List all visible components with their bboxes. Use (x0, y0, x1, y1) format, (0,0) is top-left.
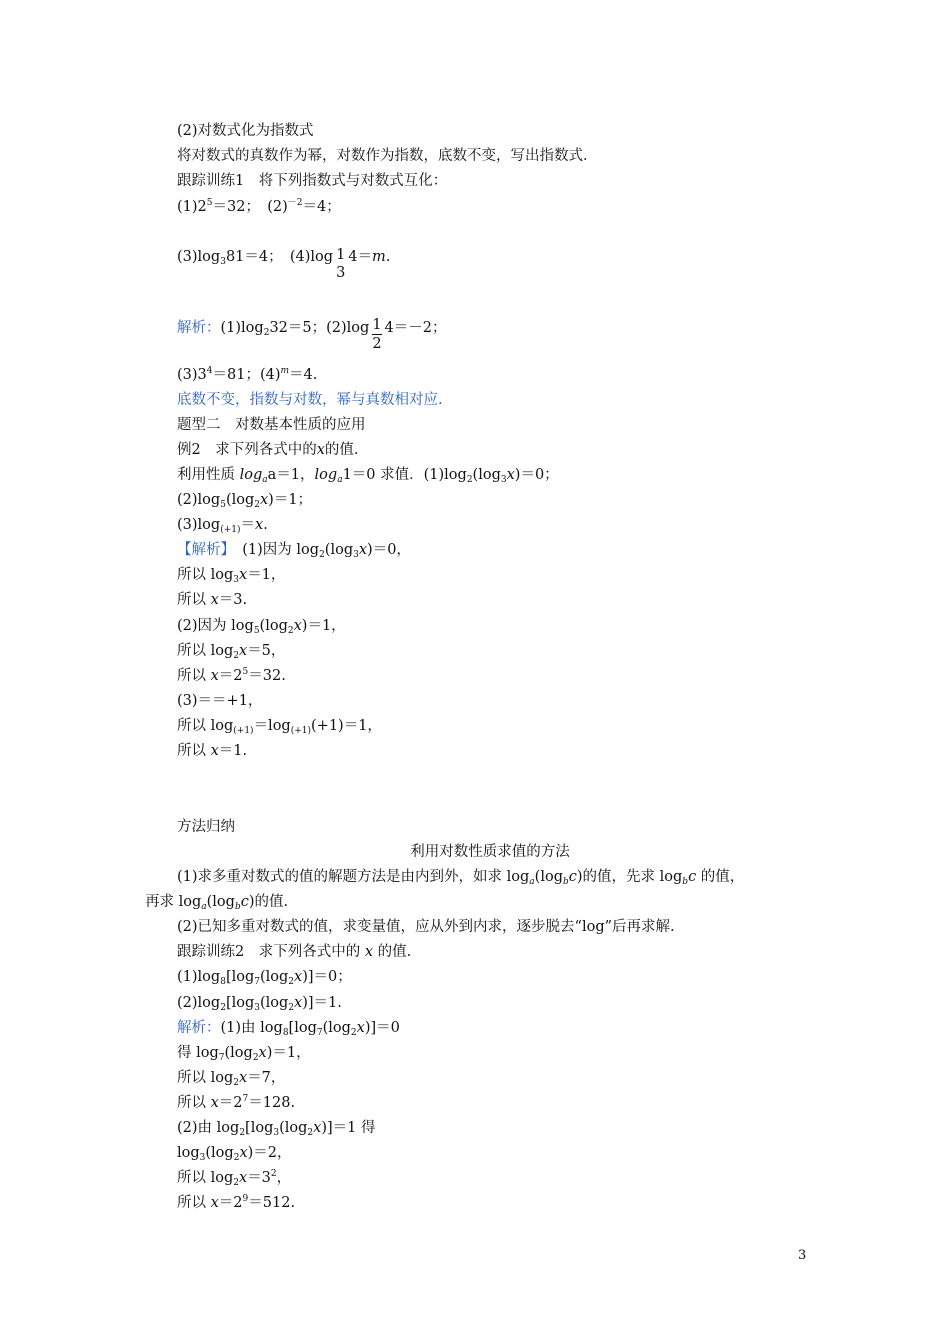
text-span: (1)log (177, 969, 221, 985)
text-span: 利用性质 (177, 467, 235, 483)
math-variable: a (529, 877, 535, 887)
text-span: 的值. (324, 442, 359, 458)
text-span: )的值. (248, 894, 289, 910)
subscript: 2 (350, 1028, 357, 1038)
text-span: (log (224, 1045, 253, 1061)
subscript: (+1) (290, 726, 312, 736)
text-span: ＝512. (248, 1195, 296, 1211)
text-span: (log (279, 1120, 308, 1136)
math-variable: x (293, 618, 302, 634)
text-span: )＝1， (266, 1045, 311, 1061)
solution-line (177, 565, 285, 585)
subscript: 3 (273, 1128, 280, 1138)
answer-line (177, 1043, 311, 1063)
math-variable: log (239, 467, 263, 483)
text-span: (2)log (177, 995, 221, 1011)
subscript: 2 (239, 1128, 246, 1138)
solution-line (177, 716, 382, 736)
math-variable: x (239, 1170, 248, 1186)
subscript: 7 (254, 977, 260, 987)
math-variable: x (294, 969, 303, 985)
text-span: 3 (336, 265, 346, 281)
section-heading (177, 121, 314, 141)
text-span: 例2 求下列各式中的 (177, 442, 317, 458)
text-span: 得 log (177, 1045, 219, 1061)
text-span: ＝81；(4) (212, 367, 281, 383)
text-span: )的值，先求 log (576, 869, 683, 885)
text-span: ＝32. (248, 668, 286, 684)
answer-line (177, 1193, 295, 1213)
subscript: 5 (253, 626, 260, 636)
text-span: ＝4. (289, 367, 318, 383)
text-span: (2)log (177, 492, 221, 508)
text-span: 的值， (700, 869, 745, 885)
subscript: 2 (466, 475, 473, 485)
text-span: )＝0， (367, 542, 411, 558)
text-span: )＝1， (301, 618, 346, 634)
text-span: (log (322, 1020, 351, 1036)
method-title (145, 842, 835, 862)
text-span: (log (205, 1145, 234, 1161)
formula-line (177, 246, 390, 282)
text-span: )]＝1. (302, 995, 342, 1011)
solution-line (177, 590, 247, 610)
math-variable: x (210, 1095, 219, 1111)
text-span: 所以 log (177, 1170, 234, 1186)
text-span: (log (534, 869, 563, 885)
text-span: )]＝0 (364, 1020, 400, 1036)
text-span: (2)由 log (177, 1120, 240, 1136)
formula-line (177, 515, 268, 535)
text-span: )＝0； (514, 467, 559, 483)
text-span: ＝1， (247, 567, 286, 583)
text-span: 所以 (177, 1095, 206, 1111)
subscript: 8 (282, 1028, 289, 1038)
subscript: 2 (233, 1178, 239, 1188)
method-text (177, 917, 675, 937)
text-span: (2)对数式化为指数式 (177, 123, 314, 139)
math-variable: a (262, 475, 268, 485)
math-variable: x (358, 542, 368, 558)
subscript: 8 (220, 977, 226, 987)
math-variable: b (562, 877, 569, 887)
text-span: (log (206, 894, 235, 910)
fraction (372, 316, 381, 353)
formula-line (177, 490, 312, 510)
subscript: (+1) (233, 726, 254, 736)
text-span: [log (288, 1020, 317, 1036)
text-span: (1)求多重对数式的值的解题方法是由内到外，如求 log (177, 869, 530, 885)
example-title (177, 440, 359, 460)
text-span: (1)由 log (220, 1020, 283, 1036)
math-variable: c (568, 869, 577, 885)
fraction (336, 246, 345, 282)
formula-line (177, 197, 341, 217)
text-span: 32＝5；(2)log (269, 320, 370, 336)
superscript: 4 (206, 366, 213, 376)
text-span: . (385, 249, 391, 265)
answer-line (177, 1093, 295, 1113)
text-span: a (267, 467, 277, 483)
math-variable: m (372, 249, 386, 265)
math-variable: m (280, 366, 290, 376)
math-variable: x (313, 1120, 322, 1136)
answer-label: 解析： (177, 1020, 221, 1036)
subscript: 2 (233, 1078, 239, 1088)
text-span: ＝3. (218, 592, 248, 608)
formula-line (177, 465, 559, 485)
subscript: 7 (218, 1053, 225, 1063)
text-span: (log (225, 492, 255, 508)
math-variable: x (239, 1070, 248, 1086)
text-span: (3)3 (177, 367, 207, 383)
text-span: ＝7， (247, 1070, 286, 1086)
solution-line (177, 691, 262, 711)
answer-line (177, 1143, 292, 1163)
text-span: 跟踪训练2 求下列各式中的 (177, 944, 361, 960)
text-span: (2)因为 log (177, 618, 254, 634)
superscript: 9 (242, 1194, 249, 1204)
superscript: 5 (206, 198, 213, 208)
superscript (281, 366, 290, 376)
text-span: )＝2， (247, 1145, 292, 1161)
text-span: 4＝－2； (384, 320, 447, 336)
subscript: 2 (287, 626, 294, 636)
math-variable: c (688, 869, 697, 885)
subscript: (+1) (220, 525, 241, 535)
text-span: (2)已知多重对数式的值，求变量值，应从外到内求，逐步脱去“log”后再求解. (177, 919, 675, 935)
text-span: 所以 log (177, 567, 234, 583)
math-variable: x (210, 1195, 219, 1211)
text-span: 1 (336, 247, 346, 263)
exercise-title (177, 942, 411, 962)
text-span: 底数不变，指数与对数，幂与真数相对应. (177, 392, 443, 408)
subscript: 2 (233, 651, 239, 661)
math-variable: b (682, 877, 689, 887)
text-span: )]＝0； (302, 969, 352, 985)
math-variable: x (210, 668, 219, 684)
text-span: (1)2 (177, 199, 207, 215)
method-text (145, 892, 288, 912)
subscript: 2 (288, 1003, 295, 1013)
text-span: 81＝4； (4)log (225, 249, 334, 265)
solution-line (177, 641, 285, 661)
answer-line (177, 1068, 285, 1088)
text-span: (3)＝＝+1， (177, 693, 263, 709)
math-variable: x (210, 743, 219, 759)
text-span: 所以 log (177, 1070, 234, 1086)
text-span: (log (259, 618, 288, 634)
text-span: 跟踪训练1 将下列指数式与对数式互化： (177, 173, 448, 189)
text-span: (log (259, 969, 289, 985)
math-variable: b (234, 902, 241, 912)
formula-line (177, 967, 352, 987)
math-variable: c (240, 894, 249, 910)
subscript: 2 (319, 550, 325, 560)
text-span: 所以 log (177, 718, 234, 734)
superscript: 7 (242, 1094, 249, 1104)
text-line (177, 146, 598, 166)
answer-line (177, 1118, 375, 1138)
math-variable: x (255, 517, 264, 533)
subscript: 3 (500, 475, 507, 485)
text-span: 所以 (177, 743, 206, 759)
math-variable: x (364, 944, 374, 960)
text-span: 所以 (177, 668, 206, 684)
text-span: (+1)＝1， (311, 718, 382, 734)
text-span: 再求 log (145, 894, 202, 910)
text-span: ＝2 (218, 1095, 243, 1111)
text-span: 题型二 对数基本性质的应用 (177, 417, 366, 433)
text-span: [log (225, 995, 255, 1011)
method-heading (177, 817, 235, 837)
text-span: (log (324, 542, 354, 558)
subscript: 5 (220, 500, 226, 510)
math-variable: x (294, 995, 303, 1011)
text-span: 所以 (177, 592, 206, 608)
text-span: ＝4； (302, 199, 341, 215)
subscript: 2 (288, 977, 295, 987)
exercise-title (177, 171, 447, 191)
math-variable: x (210, 592, 219, 608)
math-variable: a (337, 475, 343, 485)
subscript: 3 (353, 550, 359, 560)
math-variable: x (506, 467, 515, 483)
text-span: 4＝ (348, 249, 373, 265)
text-span: 的值. (377, 944, 412, 960)
subscript: 3 (199, 1153, 206, 1163)
text-span: ＝2 (218, 668, 243, 684)
text-span: ＝log (253, 718, 291, 734)
page-number: 3 (798, 1248, 807, 1263)
text-span: 所以 (177, 1195, 206, 1211)
subscript: 2 (252, 1053, 259, 1063)
math-variable: x (259, 492, 269, 508)
math-variable: a (201, 902, 207, 912)
solution-label: 【解析】 (177, 542, 228, 558)
subscript: 3 (254, 1003, 260, 1013)
text-span: log (177, 1145, 200, 1161)
text-span: )]＝1 得 (321, 1120, 376, 1136)
text-span: ＝3 (247, 1170, 271, 1186)
text-span: (log (472, 467, 501, 483)
superscript: 5 (242, 667, 249, 677)
math-variable: x (239, 567, 248, 583)
math-variable: log (314, 467, 338, 483)
subscript: 3 (233, 575, 239, 585)
text-span: (1)因为 log (227, 542, 320, 558)
math-variable: x (356, 1020, 365, 1036)
text-span: ＝1. (218, 743, 248, 759)
subscript: 2 (307, 1128, 314, 1138)
text-span: (1)log (220, 320, 264, 336)
answer-line (177, 1018, 400, 1038)
text-span: (3)log (177, 249, 221, 265)
text-span: 2 (372, 336, 382, 352)
math-variable: x (258, 1045, 267, 1061)
superscript: 2 (270, 1169, 277, 1179)
text-span: (log (259, 995, 289, 1011)
text-span: ＝ (240, 517, 255, 533)
answer-line (177, 365, 317, 385)
solution-line (177, 616, 346, 636)
math-variable: x (239, 643, 248, 659)
subscript: 2 (233, 1153, 240, 1163)
text-span: 所以 log (177, 643, 234, 659)
text-span: 1＝0 求值．(1)log (342, 467, 467, 483)
answer-line (177, 316, 447, 353)
text-span: ＝1， (276, 467, 315, 483)
text-span: ＝5， (247, 643, 286, 659)
math-variable: x (316, 442, 325, 458)
method-text (177, 867, 744, 887)
text-span: [log (245, 1120, 274, 1136)
text-span: 将对数式的真数作为幂，对数作为指数，底数不变，写出指数式． (177, 148, 598, 164)
text-span: 方法归纳 (177, 819, 235, 835)
solution-line (177, 666, 286, 686)
text-span: 利用对数性质求值的方法 (410, 844, 570, 860)
math-variable: x (239, 1145, 248, 1161)
subscript: 2 (254, 500, 260, 510)
subscript: 2 (220, 1003, 226, 1013)
solution-line (177, 540, 411, 560)
text-span: [log (225, 969, 255, 985)
formula-line (177, 993, 342, 1013)
text-span: )＝1； (268, 492, 313, 508)
answer-label: 解析： (177, 320, 221, 336)
solution-line (177, 741, 247, 761)
answer-line (177, 1168, 291, 1188)
text-span: 1 (372, 317, 382, 333)
subscript: 3 (220, 257, 226, 267)
subscript: 7 (316, 1028, 323, 1038)
section-heading (177, 415, 366, 435)
text-span: ＝32； (2) (212, 199, 288, 215)
text-span: ＝2 (218, 1195, 243, 1211)
text-span: (3)log (177, 517, 221, 533)
text-span: ， (276, 1170, 292, 1186)
answer-note (177, 390, 443, 410)
text-span: . (263, 517, 268, 533)
text-span: ＝128. (248, 1095, 296, 1111)
subscript: 2 (263, 328, 270, 338)
superscript: －2 (287, 198, 303, 208)
